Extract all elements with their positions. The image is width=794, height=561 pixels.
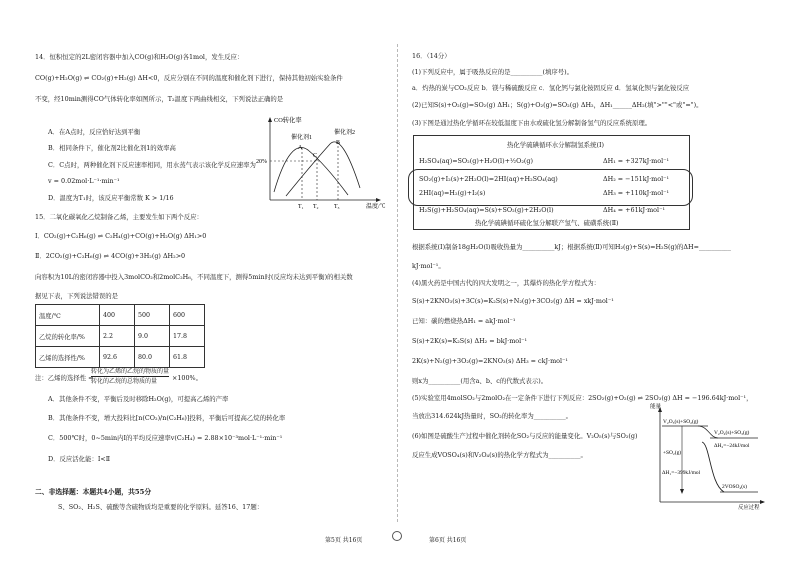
q14-option-d: D．温度为T₁时，该反应平衡常数 K > 1/16 bbox=[48, 194, 174, 202]
table-cell: 9.0 bbox=[135, 326, 170, 347]
selectivity-note-label: 注：乙烯的选择性 = bbox=[35, 374, 94, 382]
q16-part-1: (1)下列反应中，属于吸热反应的是__________(填序号)。 bbox=[412, 68, 574, 76]
q16-part-6: (6)如图是硫酸生产过程中催化剂转化SO₂与反应的能量变化。V₂O₅(s)与SO₂(g) bbox=[412, 432, 638, 440]
cycle-dh-2: ΔH₂ = −151kJ·mol⁻¹ bbox=[603, 175, 670, 183]
level-bottom-label: 2VOSO₄(s) bbox=[722, 484, 747, 490]
q14-stem-3: 不变，经10min测得CO气体转化率如图所示，T₂温度下两曲线相交，下列说法正确的是 bbox=[35, 95, 284, 103]
level-top-label: V₂O₅(s)+SO₂(g) bbox=[663, 419, 699, 425]
point-b-label: B bbox=[336, 140, 341, 146]
level-middle-label: V₂O₄(s)+SO₃(g) bbox=[714, 430, 750, 436]
table-cell: 乙烯的选择性/% bbox=[36, 347, 100, 368]
q15-reaction-2: Ⅱ．2CO₂(g)+C₂H₆(g) ⇌ 4CO(g)+3H₂(g) ΔH₂>0 bbox=[35, 252, 186, 260]
q16-part-4-question: 则x为__________(用含a、b、c的代数式表示)。 bbox=[412, 377, 548, 385]
energy-axis-label: 能量 bbox=[650, 404, 662, 410]
right-page bbox=[397, 0, 794, 561]
plus-so2-label: +SO₂(g) bbox=[663, 450, 682, 456]
q16-part-4-eq-3: 2K(s)+N₂(g)+3O₂(g)=2KNO₃(s) ΔH₃ = ckJ·mol⁻¹ bbox=[412, 357, 568, 365]
point-a-label: A bbox=[298, 145, 303, 151]
cycle-eq-3: 2HI(aq)=H₂(g)+I₂(s) bbox=[419, 189, 486, 197]
q15-option-d: D．反应活化能：Ⅰ<Ⅱ bbox=[48, 455, 111, 463]
curve-catalyst-1 bbox=[274, 148, 348, 195]
q16-part-3-unit: kJ·mol⁻¹。 bbox=[412, 262, 445, 270]
catalyst-1-label: 催化剂1 bbox=[291, 135, 313, 141]
q16-part-4-given: 已知：碳的燃烧热ΔH₁ = akJ·mol⁻¹ bbox=[412, 317, 516, 325]
cycle-dh-3: ΔH₃ = +110kJ·mol⁻¹ bbox=[603, 189, 670, 197]
tick-t3: T₃ bbox=[334, 204, 340, 210]
selectivity-denominator: 转化的乙烷的总物质的量 bbox=[91, 378, 158, 385]
table-cell: 61.8 bbox=[170, 347, 205, 368]
cycle-eq-4: H₂S(g)+H₂SO₄(aq)=S(s)+SO₂(g)+2H₂O(l) bbox=[419, 206, 554, 214]
section-2-intro: S、SO₂、H₂S、硫酸等含硫物质均是重要的化学原料。延答16、17题： bbox=[58, 503, 264, 511]
selectivity-numerator: 转化为乙烯的乙烷的物质的量 bbox=[91, 368, 170, 375]
section-2-heading: 二、非选择题：本题共4小题，共55分 bbox=[35, 488, 152, 496]
tick-20-percent: 20% bbox=[256, 159, 267, 165]
q14-stem-1: 14．恒积恒定的2L密闭容器中加入CO(g)和H₂O(g)各1mol，发生反应： bbox=[35, 53, 244, 61]
q14-option-c-rate: v = 0.02mol·L⁻¹·min⁻¹ bbox=[48, 177, 120, 185]
cycle-eq-2: SO₂(g)+I₂(s)+2H₂O(l)=2HI(aq)+H₂SO₄(aq) bbox=[419, 175, 558, 183]
step-curve-2 bbox=[702, 442, 724, 492]
q15-stem: 15．二氧化碳氧化乙烷制备乙烯，主要发生如下两个反应： bbox=[35, 213, 203, 221]
table-cell: 乙烷的转化率/% bbox=[36, 326, 100, 347]
table-row bbox=[36, 347, 205, 368]
table-cell: 80.0 bbox=[135, 347, 170, 368]
q16-part-5-question: 当放出314.624kJ热量时，SO₂的转化率为__________。 bbox=[412, 412, 573, 420]
cycle-eq-1: H₂SO₄(aq)=SO₂(g)+H₂O(l)+½O₂(g) bbox=[419, 157, 533, 165]
q14-option-a: A．在A点时，反应恰好达到平衡 bbox=[48, 128, 141, 136]
q14-option-b: B．相同条件下，催化剂2比催化剂1的效率高 bbox=[48, 144, 176, 152]
q15-context-1: 向容积为10L的密闭容器中投入3molCO₂和2molC₂H₆，不同温度下，测得5min时(反应均未达到平衡)的相关数 bbox=[35, 273, 353, 281]
q15-option-b: B．其他条件不变，增大投料比[n(CO₂)/n(C₂H₆)]投料，平衡后可提高乙烷的转化率 bbox=[48, 414, 286, 422]
co-conversion-chart bbox=[250, 112, 397, 210]
q16-part-2: (2)已知S(s)+O₂(g)=SO₂(g) ΔH₁；S(g)+O₂(g)=SO₂(g) ΔH₂，ΔH₁______ΔH₂(填">""<"或"=")。 bbox=[412, 101, 703, 109]
selectivity-note-suffix: ×100%。 bbox=[172, 374, 203, 382]
q15-context-2: 据见下表，下列说法错误的是 bbox=[35, 292, 119, 300]
cycle-dh-4: ΔH₄ = +61kJ·mol⁻¹ bbox=[603, 206, 666, 214]
dh1-arrow-head bbox=[680, 489, 684, 494]
dh1-label: ΔH₁=−399kJ/mol bbox=[662, 470, 701, 476]
reaction-progress-label: 反应过程 bbox=[738, 505, 760, 511]
table-header: 温度/℃ bbox=[36, 305, 100, 326]
table-header: 400 bbox=[100, 305, 135, 326]
system-2-title: 热化学硫碘循环硫化氢分解联产氢气、硫磺系统(Ⅱ) bbox=[475, 219, 619, 227]
q16-part-4-equation: S(s)+2KNO₃(s)+3C(s)=K₂S(s)+N₂(g)+3CO₂(g) ΔH = xkJ·mol⁻¹ bbox=[412, 297, 614, 305]
table-header: 600 bbox=[170, 305, 205, 326]
table-cell: 92.6 bbox=[100, 347, 135, 368]
q15-data-table bbox=[35, 304, 205, 368]
q14-option-c: C．C点时，两种催化剂下反应速率相同，用水蒸气表示该化学反应速率为 bbox=[48, 161, 256, 169]
table-row bbox=[36, 326, 205, 347]
table-header-row bbox=[36, 305, 205, 326]
y-axis-arrow bbox=[268, 117, 272, 122]
q16-part-3: (3)下图是通过热化学循环在较低温度下由水或硫化氢分解制备氢气的反应系统原理。 bbox=[412, 119, 652, 127]
q16-heading: 16．（14分） bbox=[412, 52, 451, 60]
point-c-label: C bbox=[313, 153, 318, 159]
energy-diagram bbox=[650, 404, 770, 511]
q14-stem-2: CO(g)+H₂O(g) ⇌ CO₂(g)+H₂(g) ΔH<0，反应分别在不同的温度和催化剂下进行，保持其他初始实验条件 bbox=[35, 74, 343, 82]
q15-option-c: C．500℃时，0~5min内Ⅰ的平均反应速率v(C₂H₄) = 2.88×10⁻³mol·L⁻¹·min⁻¹ bbox=[48, 434, 283, 442]
q16-part-6-question: 反应生成VOSO₄(s)和V₂O₄(s)的热化学方程式为__________。 bbox=[412, 451, 587, 459]
system-1-title: 热化学硫碘循环水分解制氢系统(Ⅰ) bbox=[507, 141, 604, 149]
q16-part-3-question: 根据系统(Ⅰ)制备18gH₂O(l)吸收热量为__________kJ；根据系统(Ⅱ)可知H₂(g)+S(s)=H₂S(g)的ΔH=__________ bbox=[412, 243, 731, 251]
page-number-6: 第6页 共16页 bbox=[429, 537, 467, 544]
q15-reaction-1: Ⅰ．CO₂(g)+C₂H₆(g) ⇌ C₂H₄(g)+CO(g)+H₂O(g) ΔH₁>0 bbox=[35, 232, 207, 240]
tick-t2: T₂ bbox=[313, 204, 319, 210]
dh2-label: ΔH₂=−24kJ/mol bbox=[714, 443, 750, 449]
x-axis-arrow bbox=[376, 198, 381, 202]
q16-part-1-options: a．灼热的炭与CO₂反应 b．镁与稀硫酸反应 c．氢化钙与氯化铵固反应 d．氢氧化钡与氯化铵反应 bbox=[412, 84, 690, 92]
table-cell: 2.2 bbox=[100, 326, 135, 347]
q15-option-a: A．其他条件不变，平衡后及时移除H₂O(g)，可提高乙烯的产率 bbox=[48, 395, 229, 403]
catalyst-2-label: 催化剂2 bbox=[334, 130, 356, 136]
table-header: 500 bbox=[135, 305, 170, 326]
page-number-5: 第5页 共16页 bbox=[325, 537, 363, 544]
chart-y-label: CO转化率 bbox=[274, 117, 302, 124]
cycle-dh-1: ΔH₁ = +327kJ·mol⁻¹ bbox=[603, 157, 670, 165]
table-cell: 17.8 bbox=[170, 326, 205, 347]
q16-part-5: (5)实验室用4molSO₂与2molO₂在一定条件下进行下列反应：2SO₂(g)+O₂(g) ⇌ 2SO₃(g) ΔH = −196.64kJ·mol⁻¹， bbox=[412, 394, 753, 402]
q16-part-4: (4)黑火药是中国古代的四大发明之一，其爆炸的热化学方程式为： bbox=[412, 279, 600, 287]
energy-x-axis-arrow bbox=[760, 500, 765, 504]
chart-x-label: 温度/℃ bbox=[366, 204, 386, 210]
q16-part-4-eq-2: S(s)+2K(s)=K₂S(s) ΔH₂ = bkJ·mol⁻¹ bbox=[412, 337, 528, 345]
tick-t1: T₁ bbox=[298, 204, 304, 210]
